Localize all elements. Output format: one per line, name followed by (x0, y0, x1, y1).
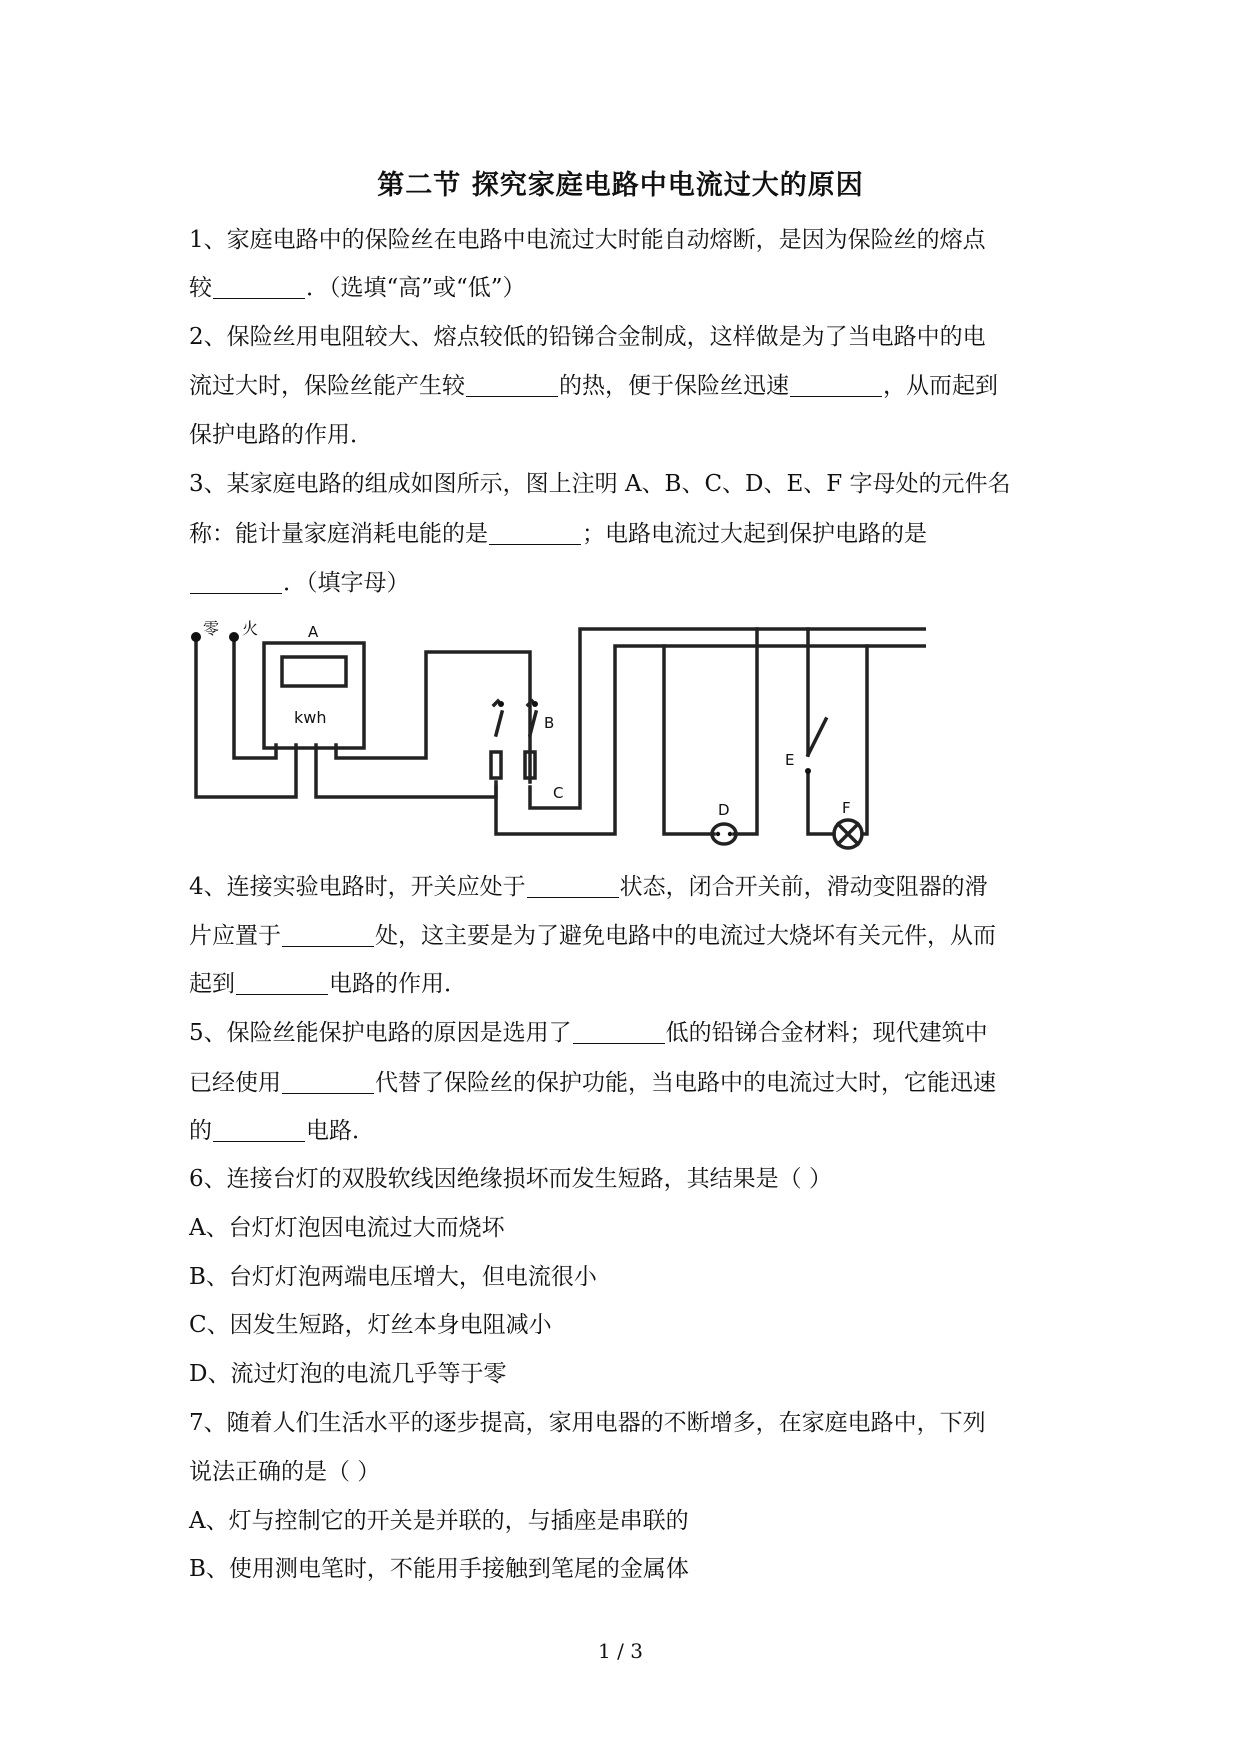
q5-text-d: 代替了保险丝的保护功能，当电路中的电流过大时，它能迅速 (375, 1070, 996, 1096)
q2-line-3: 保护电路的作用． (189, 422, 373, 448)
q2-line-1: 2、保险丝用电阻较大、熔点较低的铅锑合金制成，这样做是为了当电路中的电 (189, 324, 986, 350)
q5-blank-1 (573, 1021, 665, 1044)
q5-text-a: 5、保险丝能保护电路的原因是选用了 (189, 1020, 572, 1046)
q7-option-a: A、灯与控制它的开关是并联的，与插座是串联的 (189, 1508, 689, 1534)
q3-text-c: ．（填字母） (283, 570, 410, 596)
label-e: E (785, 751, 795, 769)
q6-option-b: B、台灯灯泡两端电压增大，但电流很小 (189, 1264, 597, 1290)
q4-line-3 (189, 969, 467, 999)
q5-line-3 (189, 1116, 375, 1146)
q4-blank-2 (282, 924, 374, 947)
page-title: 第二节 探究家庭电路中电流过大的原因 (377, 170, 864, 201)
q6-option-a: A、台灯灯泡因电流过大而烧坏 (189, 1215, 505, 1241)
q4-blank-1 (527, 875, 619, 898)
fire-label: 火 (242, 620, 259, 638)
q1-text-a: 较 (189, 275, 212, 301)
q5-text-b: 低的铅锑合金材料；现代建筑中 (665, 1020, 988, 1046)
q4-text-b: 状态，闭合开关前，滑动变阻器的滑 (619, 874, 988, 900)
q3-text-b: ；电路电流过大起到保护电路的是 (582, 521, 927, 547)
q4-text-c: 片应置于 (189, 923, 281, 949)
q4-line-2 (189, 921, 996, 951)
q2-blank-1 (466, 374, 558, 397)
q1-line-2 (189, 273, 526, 303)
q2-line-2 (189, 371, 998, 401)
zero-label: 零 (203, 620, 220, 638)
q1-line-1: 1、家庭电路中的保险丝在电路中电流过大时能自动熔断，是因为保险丝的熔点 (189, 227, 986, 253)
q3-text-a: 称：能计量家庭消耗电能的是 (189, 521, 488, 547)
kwh-label: kwh (294, 708, 327, 727)
q6-stem: 6、连接台灯的双股软线因绝缘损坏而发生短路，其结果是（ ） (189, 1166, 832, 1192)
q4-text-a: 4、连接实验电路时，开关应处于 (189, 874, 526, 900)
q3-line-1: 3、某家庭电路的组成如图所示，图上注明 A、B、C、D、E、F 字母处的元件名 (189, 471, 1011, 497)
q1-text-b: ．（选填“高”或“低”） (306, 275, 526, 301)
q4-text-e: 起到 (189, 971, 235, 997)
q5-text-f: 电路． (306, 1118, 375, 1144)
label-f: F (842, 799, 851, 817)
q5-blank-3 (213, 1119, 305, 1142)
label-d: D (718, 801, 730, 819)
q6-option-c: C、因发生短路，灯丝本身电阻减小 (189, 1312, 552, 1338)
q3-line-3 (189, 568, 410, 598)
q2-text-c: ，从而起到 (883, 373, 998, 399)
q7-line-1: 7、随着人们生活水平的逐步提高，家用电器的不断增多，在家庭电路中，下列 (189, 1410, 986, 1436)
label-a: A (308, 623, 319, 641)
q5-line-2 (189, 1068, 996, 1098)
q5-line-1 (189, 1018, 988, 1048)
q4-text-d: 处，这主要是为了避免电路中的电流过大烧坏有关元件，从而 (375, 923, 996, 949)
household-circuit-figure (186, 620, 926, 850)
q3-line-2 (189, 519, 927, 549)
q2-blank-2 (790, 374, 882, 397)
q2-text-a: 流过大时，保险丝能产生较 (189, 373, 465, 399)
q1-blank (213, 276, 305, 299)
page-number: 1 / 3 (598, 1639, 643, 1663)
label-c: C (553, 784, 564, 802)
q6-option-d: D、流过灯泡的电流几乎等于零 (189, 1361, 507, 1387)
q4-blank-3 (236, 972, 328, 995)
label-b: B (544, 714, 555, 732)
q5-text-e: 的 (189, 1118, 212, 1144)
q4-text-f: 电路的作用． (329, 971, 467, 997)
q3-blank-1 (489, 522, 581, 545)
q4-line-1 (189, 872, 988, 902)
q7-line-2: 说法正确的是（ ） (189, 1459, 381, 1485)
q5-text-c: 已经使用 (189, 1070, 281, 1096)
q2-text-b: 的热，便于保险丝迅速 (559, 373, 789, 399)
q3-blank-2 (190, 571, 282, 594)
q7-option-b: B、使用测电笔时，不能用手接触到笔尾的金属体 (189, 1556, 689, 1582)
q5-blank-2 (282, 1071, 374, 1094)
